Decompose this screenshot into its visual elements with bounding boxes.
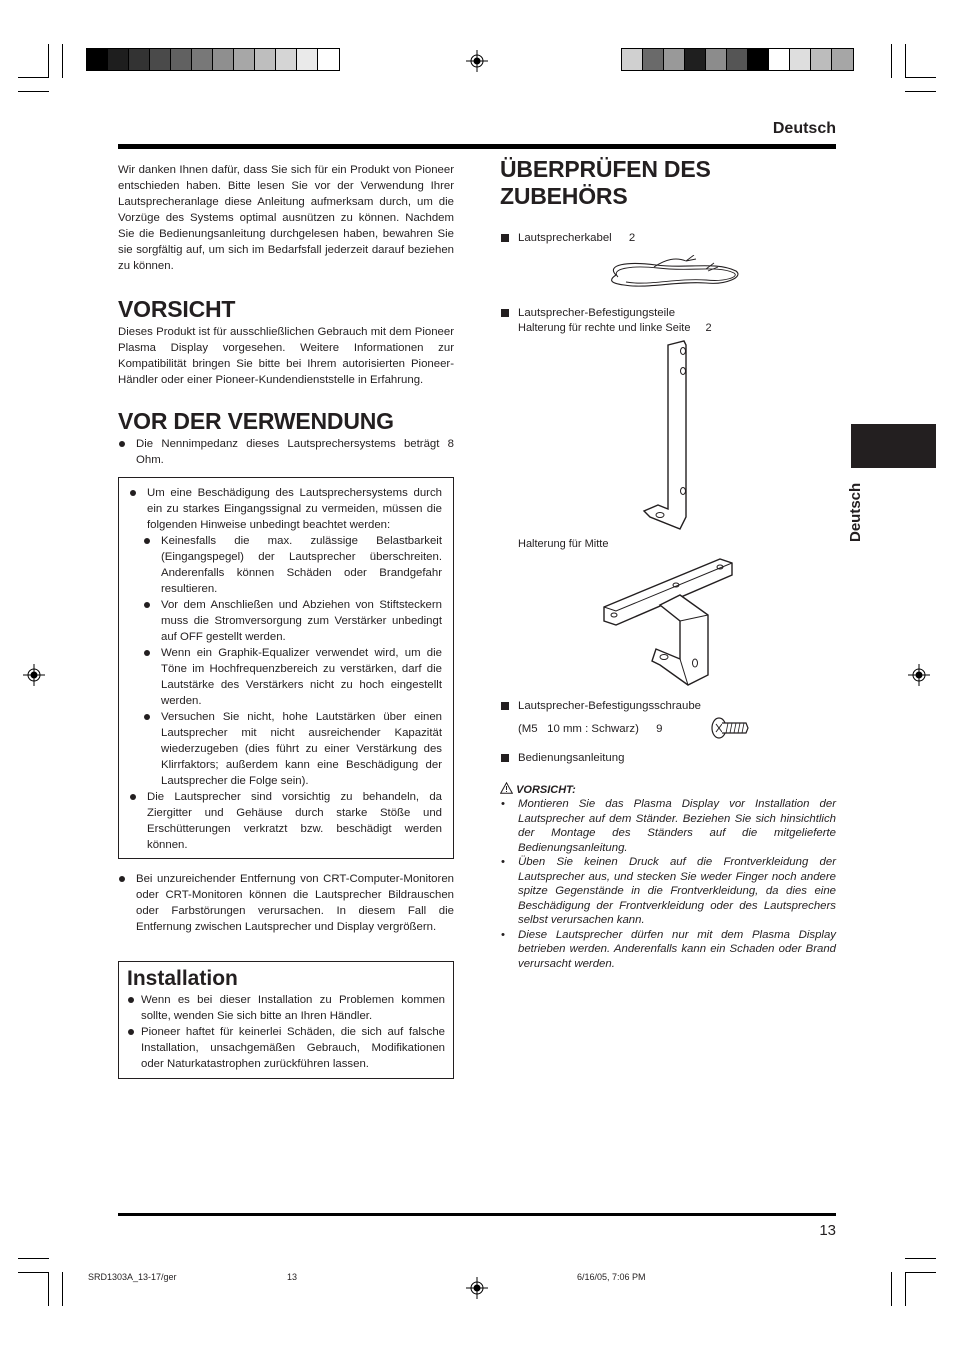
screw-icon (710, 717, 750, 739)
color-swatch (748, 49, 769, 70)
crop-mark (62, 44, 63, 78)
header-rule (118, 144, 836, 149)
verwendung-heading: VOR DER VERWENDUNG (118, 408, 394, 434)
crop-mark (905, 91, 936, 92)
header-language: Deutsch (772, 120, 836, 137)
caution-item-2: • Üben Sie keinen Druck auf die Frontverkleidung der Lautsprecher aus, und stecken Sie weder Finger noch andere spitze Gegenstände in die Frontverkleidung, da dies eine Beschädigung der Frontverkleidung oder des Lautsprechers selbst verursachen kann. (500, 855, 836, 928)
vorsicht-text: Dieses Produkt ist für ausschließlichen Gebrauch mit dem Pioneer Plasma Display vorgesehen. Weitere Informationen zur Kompatibilität bringen Sie bitte bei Ihrem autorisierten Pioneer-Händler oder einer Pioneer-Kundendienststelle in Erfahrung. (118, 326, 454, 386)
color-swatch (192, 49, 213, 70)
color-swatch (706, 49, 727, 70)
speaker-cable-icon (596, 255, 746, 297)
color-swatch (129, 49, 150, 70)
item-screw-spec: (M5 10 mm : Schwarz) (518, 723, 639, 735)
item-screw-spec-row (500, 722, 836, 737)
registration-mark-icon (23, 664, 45, 686)
crop-mark (891, 44, 892, 78)
installation-item-1: Wenn es bei dieser Installation zu Problemen kommen sollte, wenden Sie sich bitte an Ihren Händler. (127, 992, 445, 1024)
item-speaker-cable-label: Lautsprecherkabel (518, 232, 612, 244)
item-mounting-parts (500, 306, 836, 321)
color-swatch (769, 49, 790, 70)
box-bullet-input-signal: Um eine Beschädigung des Lautsprechersystems durch ein zu starkes Eingangssignal zu vermeiden, müssen die folgenden Hinweise unbedingt beachtet werden: (129, 485, 442, 533)
item-manual-label: Bedienungsanleitung (518, 752, 625, 764)
color-swatch (664, 49, 685, 70)
crop-mark (891, 1272, 892, 1306)
zubehoer-heading: ÜBERPRÜFEN DES ZUBEHÖRS (500, 156, 711, 209)
crop-mark (48, 1272, 49, 1306)
sub-bullet-power: Vor dem Anschließen und Abziehen von Stiftsteckern muss die Stromversorgung zum Verstärker unbedingt auf OFF gestellt werden. (143, 597, 442, 645)
crop-mark (905, 77, 936, 78)
crop-mark (905, 1272, 936, 1273)
side-language-label (847, 470, 869, 550)
color-swatch (811, 49, 832, 70)
bullet-crt: Bei unzureichender Entfernung von CRT-Computer-Monitoren oder CRT-Monitoren können die Lautsprecher Bildrauschen oder Farbstörungen verursachen. In diesem Fall die Entfernung zwischen Lautsprecher und Display vergrößern. (118, 871, 454, 935)
installation-heading: Installation (127, 967, 238, 990)
sub-list (129, 533, 442, 789)
crop-mark (905, 44, 906, 78)
crop-mark (48, 44, 49, 78)
side-language-text: Deutsch (847, 482, 864, 542)
footer-date: 6/16/05, 7:06 PM (577, 1272, 646, 1282)
item-bracket-middle-label: Halterung für Mitte (518, 538, 609, 550)
color-swatch (297, 49, 318, 70)
caution-title: VORSICHT: (516, 784, 576, 796)
caution-title-row (500, 782, 836, 797)
installation-box (118, 961, 454, 1079)
side-tab (851, 424, 936, 468)
bullet-impedance: Die Nennimpedanz dieses Lautsprechersystems beträgt 8 Ohm. (118, 436, 454, 468)
side-bracket-icon (640, 339, 700, 535)
item-screw-qty: 9 (656, 723, 663, 735)
item-bracket-side (500, 321, 836, 335)
middle-bracket-icon (600, 557, 740, 687)
intro-text: Wir danken Ihnen dafür, dass Sie sich für ein Produkt von Pioneer entschieden haben. Bitte lesen Sie vor der Verwendung Ihrer Lautsprecheranlage diese Anleitung aufmerksam durch, um die Vorzüge des Systems optimal ausnützen zu können. Nachdem Sie die Bedienungsanleitung durchgelesen haben, bewahren Sie sie sorgfältig auf, um sich im Bedarfsfall jederzeit darauf beziehen zu können. (118, 164, 454, 272)
warning-triangle-icon (500, 782, 513, 794)
color-bar-right (621, 48, 854, 71)
item-screw (500, 699, 836, 714)
color-swatch (108, 49, 129, 70)
crop-mark (905, 1258, 936, 1259)
crop-mark (62, 1272, 63, 1306)
page-number: 13 (819, 1222, 836, 1239)
item-bracket-side-qty: 2 (705, 322, 712, 334)
color-swatch (727, 49, 748, 70)
caution-item-3: • Diese Lautsprecher dürfen nur mit dem Plasma Display betrieben werden. Anderenfalls kann ein Schaden oder Brand verursacht werden. (500, 928, 836, 972)
item-mounting-parts-label: Lautsprecher-Befestigungsteile (518, 307, 676, 319)
right-column (500, 156, 836, 971)
color-bar-left (86, 48, 340, 71)
color-swatch (213, 49, 234, 70)
crop-mark (18, 1272, 49, 1273)
left-column (118, 162, 454, 1079)
color-swatch (234, 49, 255, 70)
footer-page: 13 (287, 1272, 298, 1282)
item-speaker-cable (500, 231, 836, 246)
color-swatch (643, 49, 664, 70)
item-speaker-cable-qty: 2 (628, 232, 636, 244)
sub-bullet-equalizer: Wenn ein Graphik-Equalizer verwendet wird, um die Töne im Hochfrequenzbereich zu verstärken, darf die Lautstärke des Verstärkers nicht zu hoch eingestellt werden. (143, 645, 442, 709)
color-swatch (790, 49, 811, 70)
color-swatch (832, 49, 853, 70)
caution-item-1: • Montieren Sie das Plasma Display vor Installation der Lautsprecher auf dem Ständer. Beziehen Sie sich hinsichtlich der Montage des Ständers auf die mitgelieferte Bedienungsanleitung. (500, 797, 836, 855)
item-screw-label: Lautsprecher-Befestigungsschraube (518, 700, 701, 712)
color-swatch (318, 49, 339, 70)
sub-bullet-load: Keinesfalls die max. zulässige Belastbarkeit (Eingangspegel) der Lautsprecher überschreiten. Anderenfalls können Schäden oder Brandgefahr resultieren. (143, 533, 442, 597)
item-bracket-side-label: Halterung für rechte und linke Seite (518, 322, 691, 334)
color-swatch (276, 49, 297, 70)
footer-rule (118, 1213, 836, 1216)
crop-mark (905, 1272, 906, 1306)
color-swatch (255, 49, 276, 70)
registration-mark-icon (466, 50, 488, 72)
color-swatch (171, 49, 192, 70)
color-swatch (87, 49, 108, 70)
color-swatch (685, 49, 706, 70)
crop-mark (18, 77, 49, 78)
vorsicht-heading: VORSICHT (118, 296, 236, 322)
footer-file: SRD1303A_13-17/ger (88, 1272, 177, 1282)
registration-mark-icon (908, 664, 930, 686)
color-swatch (150, 49, 171, 70)
warning-box (118, 477, 454, 859)
item-manual (500, 751, 836, 766)
crop-mark (18, 91, 49, 92)
color-swatch (622, 49, 643, 70)
installation-item-2: Pioneer haftet für keinerlei Schäden, die sich auf falsche Installation, unsachgemäßen Gebrauch, Modifikationen oder Naturkatastrophen zurückführen lassen. (127, 1024, 445, 1072)
registration-mark-icon (466, 1277, 488, 1299)
box-bullet-handling: Die Lautsprecher sind vorsichtig zu behandeln, da Ziergitter und Gehäuse durch starke Stöße und Erschütterungen verkratzt bzw. beschädigt werden können. (129, 789, 442, 853)
sub-bullet-volume: Versuchen Sie nicht, hohe Lautstärken über einen Lautsprecher mit nicht ausreichender Kapazität wiederzugeben (dies führt zu einer Verstärkung des Klirrfaktors; außerdem kann eine Beschädigung der Lautsprecher die Folge sein). (143, 709, 442, 789)
crop-mark (18, 1258, 49, 1259)
